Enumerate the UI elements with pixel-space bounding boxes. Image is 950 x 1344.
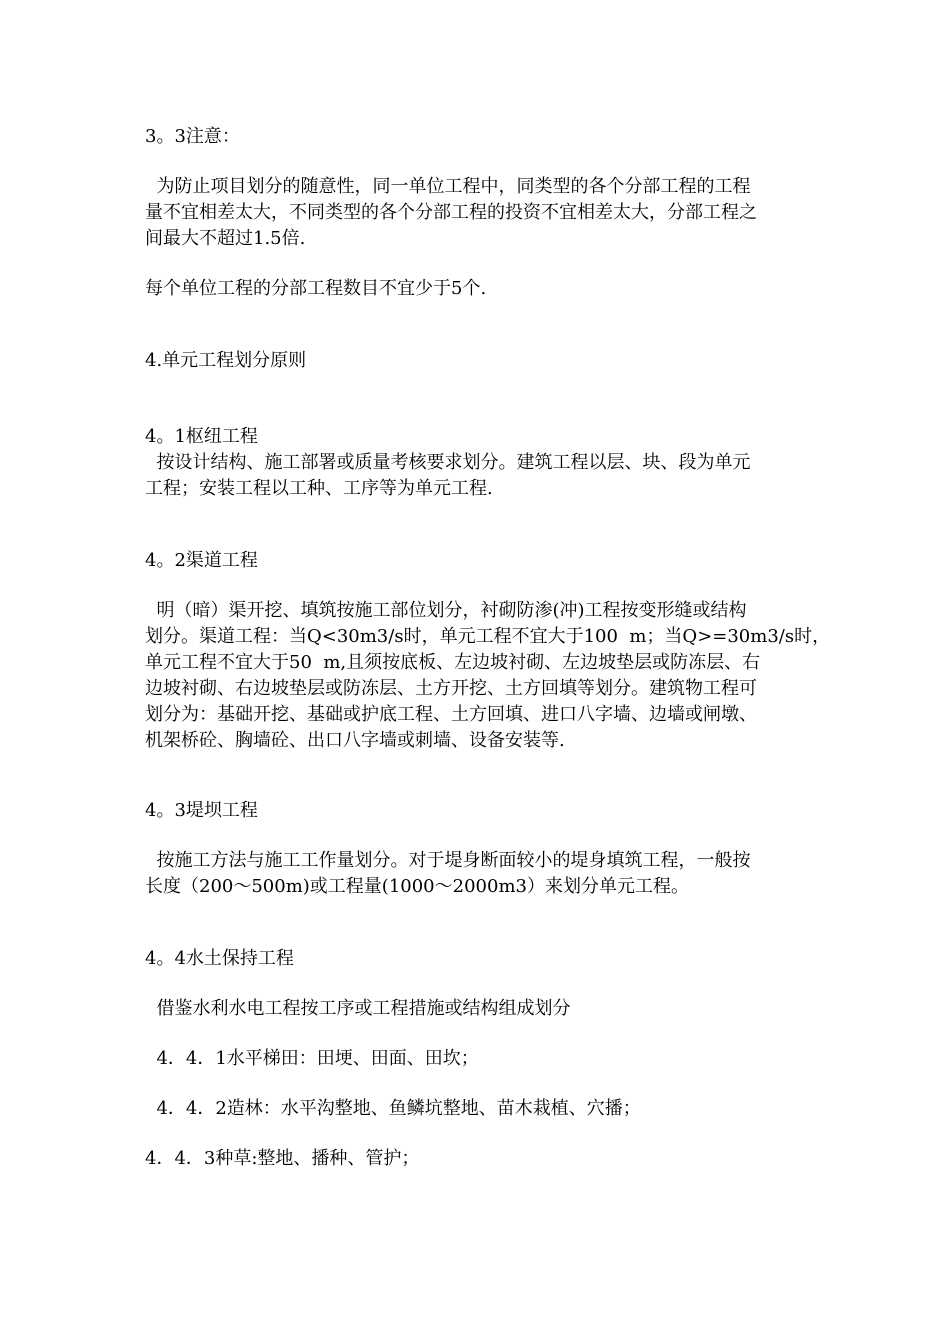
section-4-heading: 4.单元工程划分原则 [145,350,307,371]
section-4-2-heading: 4。2渠道工程 [145,550,258,571]
paragraph-line: 按设计结构、施工部署或质量考核要求划分。建筑工程以层、块、段为单元 [145,452,751,473]
paragraph-line: 量不宜相差太大，不同类型的各个分部工程的投资不宜相差太大，分部工程之 [145,202,757,223]
section-3-3-heading: 3。3注意： [145,126,240,147]
paragraph-line: 每个单位工程的分部工程数目不宜少于5个. [145,278,487,299]
list-item: 4．4．1水平梯田：田埂、田面、田坎； [145,1048,479,1069]
paragraph-line: 划分。渠道工程：当Q<30m3/s时，单元工程不宜大于100 m；当Q>=30m3/s时， [145,626,831,647]
paragraph-line: 间最大不超过1.5倍. [145,228,306,249]
paragraph-line: 按施工方法与施工工作量划分。对于堤身断面较小的堤身填筑工程，一般按 [145,850,751,871]
section-4-4-heading: 4。4水土保持工程 [145,948,294,969]
paragraph-line: 长度（200～500m)或工程量(1000～2000m3）来划分单元工程。 [145,876,689,897]
list-item: 4．4．3种草:整地、播种、管护； [145,1148,420,1169]
list-item: 4．4．2造林：水平沟整地、鱼鳞坑整地、苗木栽植、穴播； [145,1098,641,1119]
paragraph-line: 边坡衬砌、右边坡垫层或防冻层、土方开挖、土方回填等划分。建筑物工程可 [145,678,757,699]
section-4-1-heading: 4。1枢纽工程 [145,426,258,447]
paragraph-line: 为防止项目划分的随意性，同一单位工程中，同类型的各个分部工程的工程 [145,176,751,197]
paragraph-line: 借鉴水利水电工程按工序或工程措施或结构组成划分 [145,998,571,1019]
paragraph-line: 工程；安装工程以工种、工序等为单元工程. [145,478,493,499]
paragraph-line: 划分为：基础开挖、基础或护底工程、土方回填、进口八字墙、边墙或闸墩、 [145,704,757,725]
paragraph-line: 机架桥砼、胸墙砼、出口八字墙或刺墙、设备安装等. [145,730,565,751]
paragraph-line: 单元工程不宜大于50 m,且须按底板、左边坡衬砌、左边坡垫层或防冻层、右 [145,652,761,673]
paragraph-line: 明（暗）渠开挖、填筑按施工部位划分，衬砌防渗(冲)工程按变形缝或结构 [145,600,747,621]
section-4-3-heading: 4。3堤坝工程 [145,800,258,821]
